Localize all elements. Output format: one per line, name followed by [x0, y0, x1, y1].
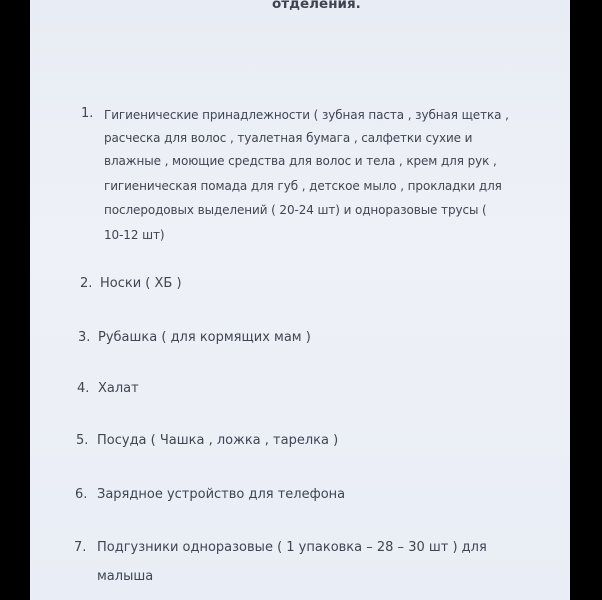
list-item-text: Халат — [98, 381, 139, 396]
list-item-number: 3. — [78, 330, 91, 345]
list-item-text: гигиеническая помада для губ , детское мыло , прокладки для — [104, 179, 502, 193]
list-item-number: 5. — [76, 433, 89, 448]
list-item-text: Носки ( ХБ ) — [100, 276, 182, 291]
header-fragment: отделения. — [272, 0, 361, 12]
list-item-number: 1. — [81, 106, 94, 121]
paper-sheet — [30, 0, 570, 600]
list-item-text: Рубашка ( для кормящих мам ) — [98, 330, 311, 345]
list-item-text: Посуда ( Чашка , ложка , тарелка ) — [97, 433, 339, 448]
list-item-text: послеродовых выделений ( 20-24 шт) и одноразовые трусы ( — [104, 203, 487, 217]
list-item-text: малыша — [97, 569, 154, 584]
list-item-text: 10-12 шт) — [104, 228, 165, 242]
list-item-number: 2. — [80, 276, 93, 291]
list-item-text: Подгузники одноразовые ( 1 упаковка – 28 – 30 шт ) для — [97, 540, 487, 555]
list-item-number: 7. — [74, 540, 87, 555]
list-item-text: Гигиенические принадлежности ( зубная паста , зубная щетка , — [104, 108, 509, 122]
list-item-text: Зарядное устройство для телефона — [97, 487, 346, 502]
list-item-text: влажные , моющие средства для волос и тела , крем для рук , — [104, 154, 497, 168]
list-item-text: расческа для волос , туалетная бумага , салфетки сухие и — [104, 131, 473, 145]
list-item-number: 4. — [77, 381, 90, 396]
list-item-number: 6. — [75, 487, 88, 502]
